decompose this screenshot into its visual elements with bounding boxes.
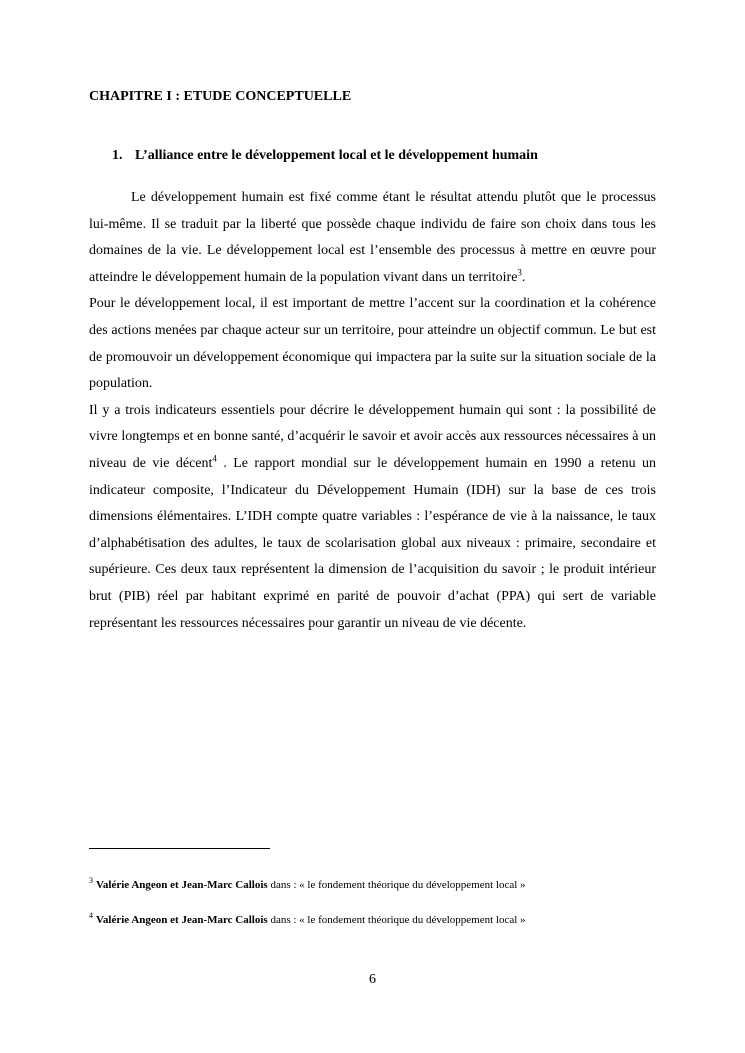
footnote-author: Valérie Angeon et Jean-Marc Callois (96, 914, 268, 926)
section-title: L’alliance entre le développement local et le développement humain (135, 148, 538, 163)
paragraph-3-text: Il y a trois indicateurs essentiels pour décrire le développement humain qui sont : la possibilité de vivre longtemps et en bonne santé, d’acquérir le savoir et avoir accès aux ressources nécessaires à un niveau de vie décent (89, 402, 656, 471)
footnote-mark: 3 (89, 876, 93, 886)
footnote-text: dans : « le fondement théorique du développement local » (267, 879, 526, 891)
footnote-text: dans : « le fondement théorique du développement local » (267, 914, 526, 926)
footnote-ref-4: 4 (212, 453, 217, 464)
paragraph-3 (89, 398, 656, 637)
paragraph-3-rest: . Le rapport mondial sur le développement humain en 1990 a retenu un indicateur composite, l’Indicateur du Développement Humain (IDH) sur la base de ces trois dimensions élémentaires. L’IDH compte quatre variables : l’espérance de vie à la naissance, le taux d’alphabétisation des adultes, le taux de scolarisation global aux niveaux : primaire, secondaire et supérieure. Ces deux taux représentent la dimension de l’acquisition du savoir ; le produit intérieur brut (PIB) réel par habitant exprimé en parité de pouvoir d’achat (PPA) qui sert de variable représentant les ressources nécessaires pour garantir un niveau de vie décente. (89, 455, 656, 631)
footnote-4 (89, 911, 526, 927)
section-heading (112, 148, 538, 164)
section-number: 1. (112, 148, 123, 163)
chapter-title: CHAPITRE I : ETUDE CONCEPTUELLE (89, 89, 352, 104)
body-text (89, 185, 656, 637)
footnote-3 (89, 876, 526, 892)
page-number: 6 (369, 972, 376, 987)
footnote-mark: 4 (89, 911, 93, 921)
footnote-author: Valérie Angeon et Jean-Marc Callois (96, 879, 268, 891)
paragraph-1-text: Le développement humain est fixé comme étant le résultat attendu plutôt que le processus lui-même. Il se traduit par la liberté que possède chaque individu de faire son choix dans tous les domaines de la vie. Le développement local est l’ensemble des processus à mettre en œuvre pour atteindre le développement humain de la population vivant dans un territoire (89, 190, 656, 285)
paragraph-1 (89, 185, 656, 291)
paragraph-1-end: . (521, 269, 526, 285)
footnote-separator (89, 848, 270, 849)
footnote-ref-3: 3 (517, 267, 522, 278)
paragraph-2: Pour le développement local, il est important de mettre l’accent sur la coordination et la cohérence des actions menées par chaque acteur sur un territoire, pour atteindre un objectif commun. Le but est de promouvoir un développement économique qui impactera par la suite sur la situation sociale de la population. (89, 296, 656, 392)
